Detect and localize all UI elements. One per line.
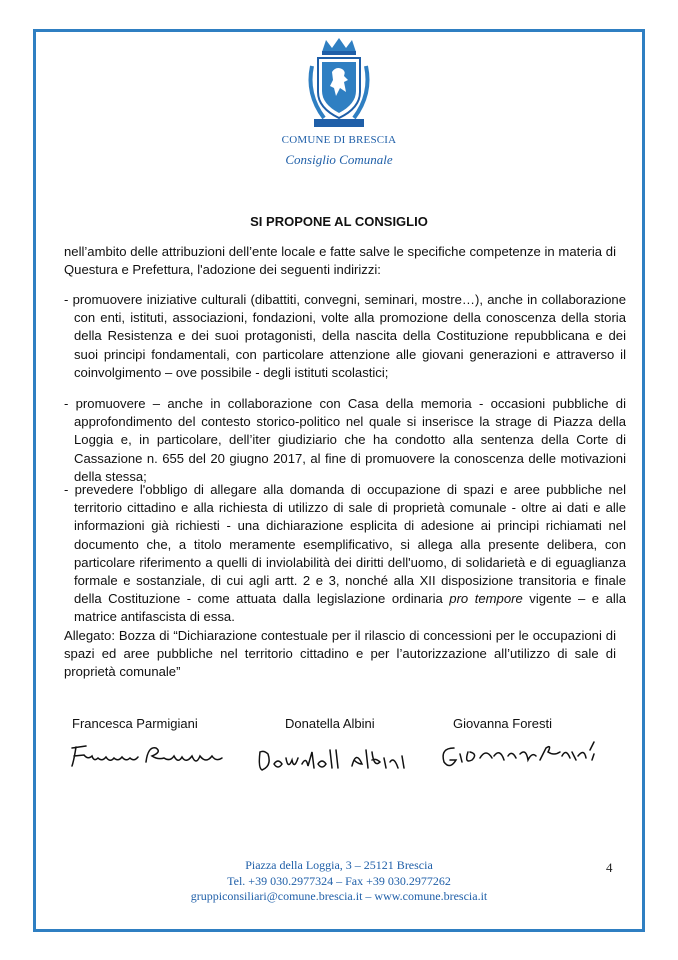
comune-brescia-crest-logo bbox=[302, 36, 376, 132]
letterhead bbox=[0, 36, 678, 168]
footer-phone-fax: Tel. +39 030.2977324 – Fax +39 030.2977262 bbox=[227, 873, 451, 888]
page-footer bbox=[0, 858, 678, 905]
signature-2-image bbox=[256, 742, 406, 776]
intro-paragraph: nell’ambito delle attribuzioni dell’ente locale e fatte salve le specifiche competenze in materia di Questura e Prefettura, l'adozione dei seguenti indirizzi: bbox=[64, 244, 616, 278]
page-number: 4 bbox=[606, 860, 613, 875]
bullet-item-3 bbox=[64, 481, 626, 627]
signature-3-image bbox=[436, 734, 606, 774]
bullet-3-text-end: vigente – e alla matrice antifascista di essa. bbox=[74, 591, 626, 625]
bullet-3-text: - prevedere l'obbligo di allegare alla domanda di occupazione di spazi e aree pubbliche nel territorio cittadino e alla richiesta di utilizzo di sale di proprietà comunale - oltre ai dati e alle informazioni già richiesti - una dichiarazione esplicita di adesione ai principi richiamati nel documento che, a titolo meramente esemplificativo, si allega alla presente delibera, con particolare riferimento a quelli di inviolabilità dei diritti dell'uomo, di solidarietà e di eguaglianza formale e sostanziale, di cui agli artt. 2 e 3, nonché alla XII disposizione transitoria e finale della Costituzione - come attuata dalla legislazione ordinaria bbox=[64, 482, 626, 607]
bullet-3-italic: pro tempore bbox=[449, 591, 523, 607]
bullet-item-1: - promuovere iniziative culturali (dibattiti, convegni, seminari, mostre…), anche in collaborazione con enti, istituti, associazioni, fondazioni, volte alla promozione della conoscenza della storia della Resistenza e dei suoi protagonisti, della nascita della Costituzione repubblicana e dei suoi principi fondamentali, con particolare attenzione alle giovani generazioni e attraverso il coinvolgimento – ove possibile - degli istituti scolastici; bbox=[64, 292, 626, 380]
footer-email-web: gruppiconsiliari@comune.brescia.it – www.comune.brescia.it bbox=[190, 889, 488, 903]
comune-name: COMUNE DI BRESCIA bbox=[281, 134, 397, 146]
signature-1-image bbox=[66, 738, 236, 774]
signatory-name-1: Francesca Parmigiani bbox=[72, 716, 198, 731]
document-title: SI PROPONE AL CONSIGLIO bbox=[250, 214, 428, 229]
consiglio-name: Consiglio Comunale bbox=[285, 152, 393, 167]
signatory-name-2: Donatella Albini bbox=[285, 716, 375, 731]
footer-address: Piazza della Loggia, 3 – 25121 Brescia bbox=[245, 858, 433, 872]
allegato-paragraph: Allegato: Bozza di “Dichiarazione contestuale per il rilascio di concessioni per le occupazioni di spazi ed aree pubbliche nel territorio cittadino e per l’autorizzazione all’utilizzo di sale di proprietà comunale” bbox=[64, 628, 616, 680]
bullet-item-2: - promuovere – anche in collaborazione con Casa della memoria - occasioni pubbliche di approfondimento del contesto storico-politico nel quale si inserisce la strage di Piazza della Loggia e, in particolare, dell’iter giudiziario che ha condotto alla sentenza della Corte di Cassazione n. 655 del 20 giugno 2017, al fine di promuovere la conoscenza delle motivazioni della stessa; bbox=[64, 396, 626, 484]
signatory-name-3: Giovanna Foresti bbox=[453, 716, 552, 731]
